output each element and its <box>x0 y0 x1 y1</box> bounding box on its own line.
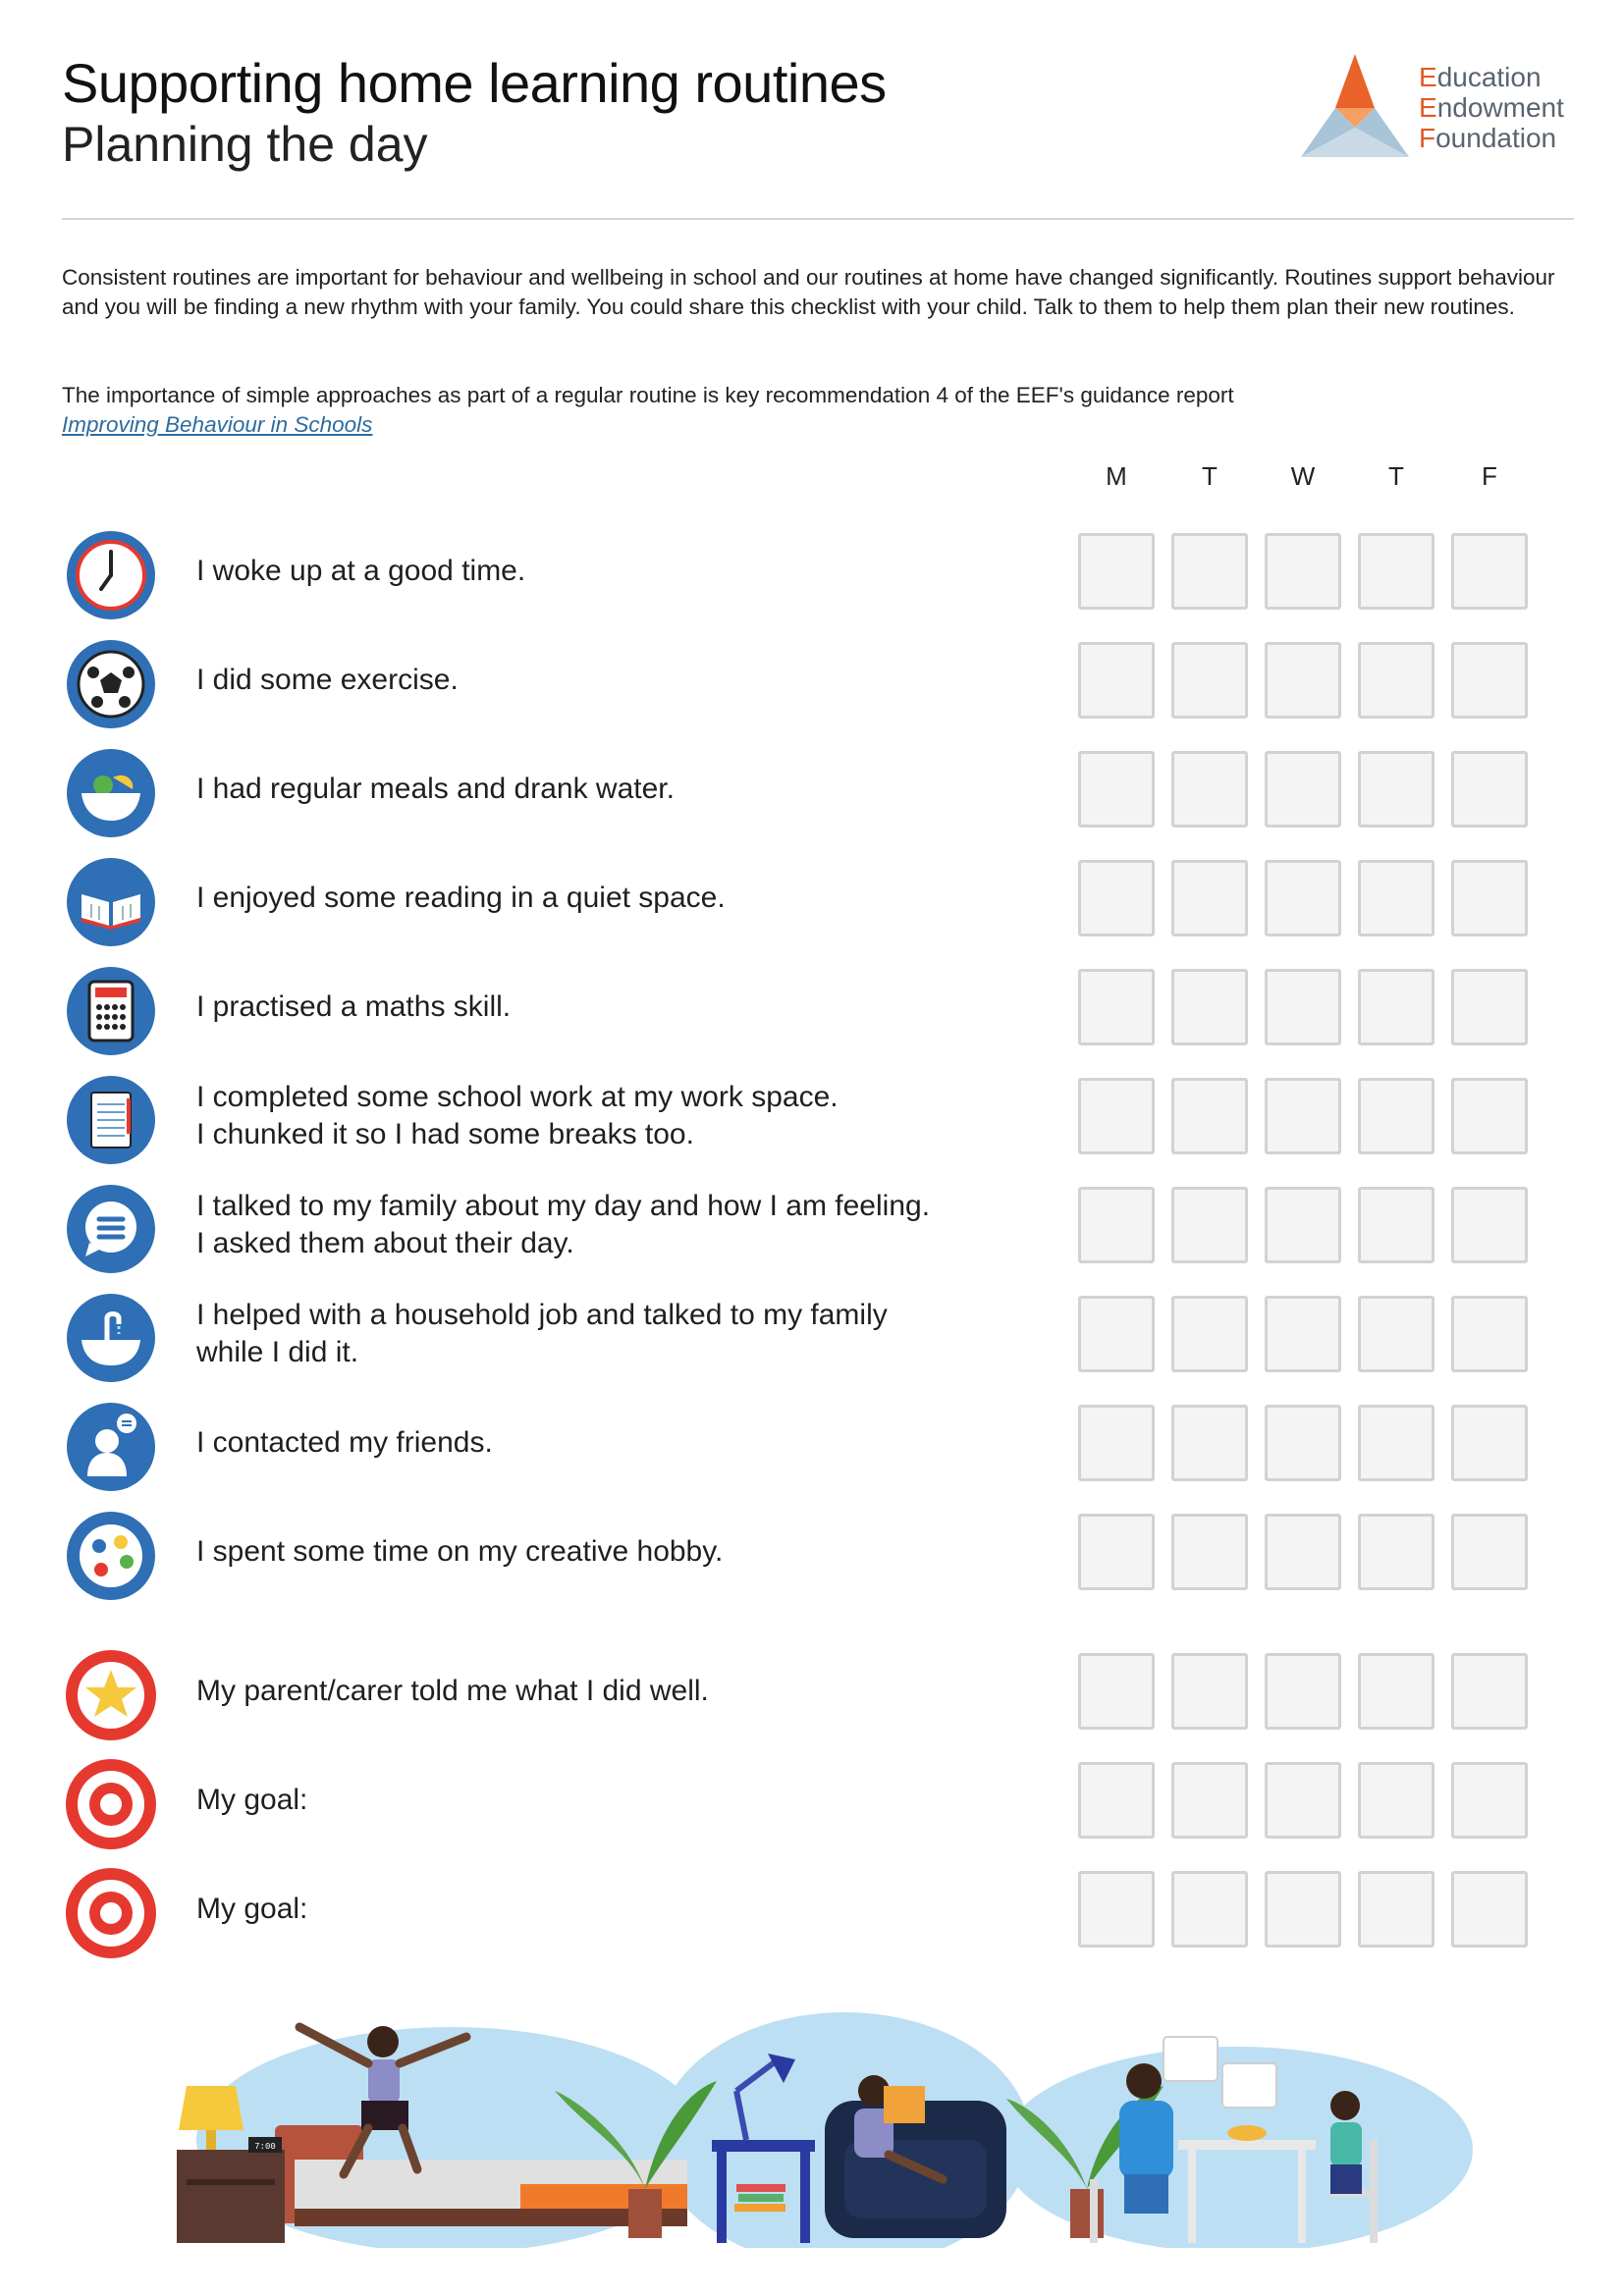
checklist-item-label <box>196 1188 930 1262</box>
checkbox-w-3[interactable] <box>1265 1187 1341 1263</box>
checklist-item-label <box>196 1424 493 1462</box>
checkbox-f-5[interactable] <box>1451 1762 1528 1839</box>
checklist-item-line: I had regular meals and drank water. <box>196 773 675 805</box>
recommendation-paragraph <box>62 381 1579 440</box>
checkbox-m-1[interactable] <box>1078 533 1155 610</box>
checklist-item-label <box>196 988 511 1026</box>
checkbox-t-2[interactable] <box>1171 642 1248 719</box>
checkbox-t-2[interactable] <box>1171 533 1248 610</box>
speech-bubble-icon <box>64 1182 158 1276</box>
checklist-row <box>0 1751 1624 1849</box>
checkbox-m-1[interactable] <box>1078 1296 1155 1372</box>
checklist-row <box>0 522 1624 620</box>
checklist-item-label <box>196 662 459 699</box>
person-chat-icon <box>64 1400 158 1494</box>
checkbox-t-2[interactable] <box>1171 1078 1248 1154</box>
checklist-item-line: I practised a maths skill. <box>196 990 512 1023</box>
checklist-item-line: I spent some time on my creative hobby. <box>196 1535 724 1568</box>
checkbox-t-4[interactable] <box>1358 533 1435 610</box>
checklist-row <box>0 1503 1624 1601</box>
checkbox-w-3[interactable] <box>1265 860 1341 936</box>
star-icon <box>64 1648 158 1742</box>
checkbox-w-3[interactable] <box>1265 533 1341 610</box>
checkbox-f-5[interactable] <box>1451 969 1528 1045</box>
checkbox-t-2[interactable] <box>1171 969 1248 1045</box>
checkbox-f-5[interactable] <box>1451 1405 1528 1481</box>
checkbox-t-4[interactable] <box>1358 1871 1435 1948</box>
checkbox-m-1[interactable] <box>1078 751 1155 828</box>
checkbox-t-4[interactable] <box>1358 751 1435 828</box>
guidance-report-link[interactable]: Improving Behaviour in Schools <box>62 412 373 437</box>
checkbox-t-2[interactable] <box>1171 1871 1248 1948</box>
checklist-item-line: I talked to my family about my day and how I am feeling. <box>196 1190 931 1222</box>
checklist-item-line: I completed some school work at my work space. <box>196 1081 839 1113</box>
checklist-row <box>0 1067 1624 1165</box>
checkbox-w-3[interactable] <box>1265 1653 1341 1730</box>
checklist-row <box>0 1860 1624 1958</box>
child-at-table-icon <box>1330 2091 1362 2194</box>
checkbox-w-3[interactable] <box>1265 1296 1341 1372</box>
checklist-item-line: I contacted my friends. <box>196 1426 493 1459</box>
football-icon <box>64 637 158 731</box>
calculator-icon <box>64 964 158 1058</box>
checkbox-t-4[interactable] <box>1358 642 1435 719</box>
eef-logo <box>1301 54 1576 162</box>
checkbox-m-1[interactable] <box>1078 969 1155 1045</box>
checklist-row <box>0 958 1624 1056</box>
target-icon <box>64 1757 158 1851</box>
book-icon <box>64 855 158 949</box>
checkbox-t-2[interactable] <box>1171 860 1248 936</box>
checkbox-m-1[interactable] <box>1078 860 1155 936</box>
checklist-item-label <box>196 1891 307 1928</box>
sink-icon <box>64 1291 158 1385</box>
notebook-icon <box>64 1073 158 1167</box>
checkbox-m-1[interactable] <box>1078 1405 1155 1481</box>
checklist-item-label <box>196 1297 888 1371</box>
checkbox-m-1[interactable] <box>1078 1187 1155 1263</box>
checkbox-t-4[interactable] <box>1358 1078 1435 1154</box>
checklist-row <box>0 740 1624 838</box>
checkbox-f-5[interactable] <box>1451 1296 1528 1372</box>
checklist-item-line: I helped with a household job and talked to my family <box>196 1299 888 1331</box>
checklist-item-line: My parent/carer told me what I did well. <box>196 1675 709 1707</box>
checkbox-f-5[interactable] <box>1451 1187 1528 1263</box>
checkbox-t-4[interactable] <box>1358 1405 1435 1481</box>
checkbox-t-2[interactable] <box>1171 1187 1248 1263</box>
checkbox-t-2[interactable] <box>1171 1653 1248 1730</box>
checkbox-t-2[interactable] <box>1171 1296 1248 1372</box>
checkbox-m-1[interactable] <box>1078 1762 1155 1839</box>
checkbox-f-5[interactable] <box>1451 1514 1528 1590</box>
checkbox-t-4[interactable] <box>1358 1296 1435 1372</box>
checklist-item-label <box>196 880 726 917</box>
checkbox-t-2[interactable] <box>1171 751 1248 828</box>
day-header: M <box>1106 461 1127 491</box>
checklist-item-label <box>196 1782 307 1819</box>
palette-icon <box>64 1509 158 1603</box>
checkbox-t-4[interactable] <box>1358 969 1435 1045</box>
clock-icon <box>64 528 158 622</box>
checkbox-m-1[interactable] <box>1078 1871 1155 1948</box>
checkbox-t-4[interactable] <box>1358 1762 1435 1839</box>
checklist-item-line: My goal: <box>196 1893 308 1925</box>
checklist-item-line: I woke up at a good time. <box>196 555 526 587</box>
family-routine-illustration <box>167 1993 1483 2248</box>
checkbox-f-5[interactable] <box>1451 642 1528 719</box>
checkbox-t-4[interactable] <box>1358 1187 1435 1263</box>
checkbox-t-2[interactable] <box>1171 1514 1248 1590</box>
checklist-item-line: I did some exercise. <box>196 664 459 696</box>
day-header: T <box>1388 461 1404 491</box>
checklist-item-line: I enjoyed some reading in a quiet space. <box>196 881 726 914</box>
checklist-row <box>0 1394 1624 1492</box>
checkbox-f-5[interactable] <box>1451 1078 1528 1154</box>
checklist-item-label <box>196 1079 839 1153</box>
checklist-row <box>0 1176 1624 1274</box>
checkbox-m-1[interactable] <box>1078 1653 1155 1730</box>
alarm-clock-display: 7:00 <box>254 2142 276 2152</box>
intro-paragraph: Consistent routines are important for behaviour and wellbeing in school and our routines at home have changed significantly. Routines support behaviour and you will be finding a new rhythm with your family. You could share this checklist with your child. Talk to them to help them plan their new routines. <box>62 265 1555 319</box>
checkbox-f-5[interactable] <box>1451 860 1528 936</box>
checkbox-f-5[interactable] <box>1451 1653 1528 1730</box>
eef-logo-mark-icon <box>1301 54 1409 162</box>
day-header: F <box>1482 461 1497 491</box>
checkbox-m-1[interactable] <box>1078 642 1155 719</box>
checkbox-w-3[interactable] <box>1265 642 1341 719</box>
checklist-item-line: I chunked it so I had some breaks too. <box>196 1118 694 1150</box>
checkbox-w-3[interactable] <box>1265 1762 1341 1839</box>
target-icon <box>64 1866 158 1960</box>
header-divider <box>62 218 1574 220</box>
checkbox-w-3[interactable] <box>1265 1078 1341 1154</box>
checklist-item-label <box>196 1533 723 1571</box>
checkbox-f-5[interactable] <box>1451 751 1528 828</box>
day-header: T <box>1202 461 1218 491</box>
page-title: Supporting home learning routines <box>62 52 887 114</box>
checklist-row <box>0 631 1624 729</box>
checkbox-t-2[interactable] <box>1171 1405 1248 1481</box>
checkbox-f-5[interactable] <box>1451 1871 1528 1948</box>
checklist-item-label <box>196 771 675 808</box>
checkbox-t-4[interactable] <box>1358 1514 1435 1590</box>
checkbox-w-3[interactable] <box>1265 1405 1341 1481</box>
checkbox-t-4[interactable] <box>1358 860 1435 936</box>
checkbox-w-3[interactable] <box>1265 751 1341 828</box>
checkbox-t-2[interactable] <box>1171 1762 1248 1839</box>
recommendation-text: The importance of simple approaches as part of a regular routine is key recommendation 4 of the EEF's guidance report <box>62 383 1234 407</box>
checklist-row <box>0 849 1624 947</box>
checkbox-f-5[interactable] <box>1451 533 1528 610</box>
checkbox-w-3[interactable] <box>1265 1514 1341 1590</box>
checkbox-w-3[interactable] <box>1265 1871 1341 1948</box>
checklist-item-label <box>196 1673 709 1710</box>
checklist-item-line: while I did it. <box>196 1336 359 1368</box>
day-header: W <box>1290 461 1316 491</box>
checklist-item-line: My goal: <box>196 1784 308 1816</box>
checklist-row <box>0 1285 1624 1383</box>
eef-logo-text: Education Endowment Foundation <box>1419 62 1564 153</box>
checkbox-t-4[interactable] <box>1358 1653 1435 1730</box>
bedside-table-icon <box>177 2137 285 2243</box>
checkbox-w-3[interactable] <box>1265 969 1341 1045</box>
fruit-bowl-icon <box>64 746 158 840</box>
checklist-item-line: I asked them about their day. <box>196 1227 574 1259</box>
checkbox-m-1[interactable] <box>1078 1078 1155 1154</box>
checklist-row <box>0 1642 1624 1740</box>
checklist-item-label <box>196 553 525 590</box>
checkbox-m-1[interactable] <box>1078 1514 1155 1590</box>
page-subtitle: Planning the day <box>62 117 428 172</box>
